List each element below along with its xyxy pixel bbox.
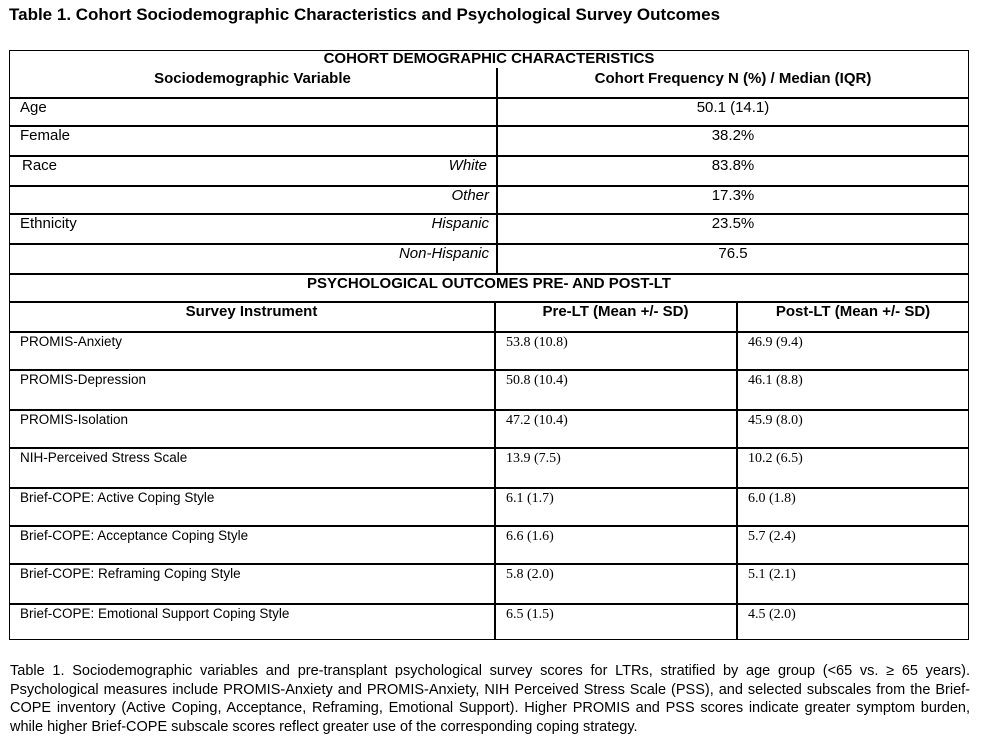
psych-instrument-5: Brief-COPE: Active Coping Style xyxy=(20,490,215,505)
psych-pre-1: 53.8 (10.8) xyxy=(506,335,568,350)
demo-sub-hispanic: Hispanic xyxy=(431,215,489,232)
psych-instrument-4: NIH-Perceived Stress Scale xyxy=(20,450,188,465)
rule-psych-7 xyxy=(9,603,969,605)
demographics-section-title: COHORT DEMOGRAPHIC CHARACTERISTICS xyxy=(323,50,655,67)
demo-label-age: Age xyxy=(20,99,47,116)
psych-instrument-1: PROMIS-Anxiety xyxy=(20,334,123,349)
rule-psych-2 xyxy=(9,409,969,411)
psych-pre-6: 6.6 (1.6) xyxy=(506,529,554,544)
demo-value-other: 17.3% xyxy=(711,187,755,204)
psych-pre-3: 47.2 (10.4) xyxy=(506,413,568,428)
rule-below-race-white xyxy=(9,185,969,187)
rule-psych-3 xyxy=(9,447,969,449)
psych-section-title: PSYCHOLOGICAL OUTCOMES PRE- AND POST-LT xyxy=(307,275,671,292)
rule-below-female xyxy=(9,155,969,157)
psych-pre-8: 6.5 (1.5) xyxy=(506,607,554,622)
demo-label-race: Race xyxy=(22,157,58,174)
demo-sub-nonhispanic: Non-Hispanic xyxy=(398,245,489,262)
rule-psych-5 xyxy=(9,525,969,527)
rule-below-hispanic xyxy=(9,243,969,245)
psych-pre-7: 5.8 (2.0) xyxy=(506,567,554,582)
psych-post-7: 5.1 (2.1) xyxy=(748,567,796,582)
demo-value-age: 50.1 (14.1) xyxy=(696,99,770,116)
psych-post-1: 46.9 (9.4) xyxy=(748,335,803,350)
table-caption: Table 1. Sociodemographic variables and pre-transplant psychological survey scores for LTRs, stratified by age group (<65 vs. ≥ 65 years). Psychological measures include PROMIS-Anxiety and PROMIS-Anxiety, NIH Perceived Stress Scale (PSS), and selected subscales from the Brief-COPE inventory (Active Coping, Acceptance, Reframing, Emotional Support). Higher PROMIS and PSS scores indicate greater symptom burden, while higher Brief-COPE subscale scores reflect greater use of the corresponding coping strategy. xyxy=(10,663,970,735)
psych-pre-5: 6.1 (1.7) xyxy=(506,491,554,506)
psych-post-8: 4.5 (2.0) xyxy=(748,607,796,622)
psych-instrument-header: Survey Instrument xyxy=(185,303,318,320)
demo-value-hispanic: 23.5% xyxy=(711,215,755,232)
divider-psych-pre xyxy=(494,301,496,640)
psych-post-header: Post-LT (Mean +/- SD) xyxy=(775,303,931,320)
psych-pre-2: 50.8 (10.4) xyxy=(506,373,568,388)
demo-label-female: Female xyxy=(20,127,71,144)
psych-instrument-8: Brief-COPE: Emotional Support Coping Style xyxy=(20,606,290,621)
psych-instrument-6: Brief-COPE: Acceptance Coping Style xyxy=(20,528,249,543)
demo-sub-other: Other xyxy=(451,187,489,204)
demo-label-ethnicity: Ethnicity xyxy=(20,215,77,232)
rule-psych-1 xyxy=(9,369,969,371)
rule-below-race-other xyxy=(9,213,969,215)
demo-value-female: 38.2% xyxy=(711,127,755,144)
psych-pre-4: 13.9 (7.5) xyxy=(506,451,561,466)
rule-below-psych-header xyxy=(9,331,969,333)
divider-psych-post xyxy=(736,301,738,640)
rule-below-age xyxy=(9,125,969,127)
demographics-value-header: Cohort Frequency N (%) / Median (IQR) xyxy=(594,70,872,87)
psych-instrument-7: Brief-COPE: Reframing Coping Style xyxy=(20,566,241,581)
psych-instrument-3: PROMIS-Isolation xyxy=(20,412,129,427)
rule-psych-6 xyxy=(9,563,969,565)
demo-value-white: 83.8% xyxy=(711,157,755,174)
psych-post-3: 45.9 (8.0) xyxy=(748,413,803,428)
psych-post-4: 10.2 (6.5) xyxy=(748,451,803,466)
psych-instrument-2: PROMIS-Depression xyxy=(20,372,147,387)
demographics-variable-header: Sociodemographic Variable xyxy=(154,70,351,87)
demo-sub-white: White xyxy=(448,157,487,174)
psych-post-6: 5.7 (2.4) xyxy=(748,529,796,544)
psych-post-2: 46.1 (8.8) xyxy=(748,373,803,388)
rule-psych-4 xyxy=(9,487,969,489)
rule-below-demo-header xyxy=(9,97,969,99)
demo-value-nonhispanic: 76.5 xyxy=(718,245,748,262)
psych-pre-header: Pre-LT (Mean +/- SD) xyxy=(542,303,689,320)
psych-post-5: 6.0 (1.8) xyxy=(748,491,796,506)
table-title: Table 1. Cohort Sociodemographic Characteristics and Psychological Survey Outcomes xyxy=(9,5,721,24)
